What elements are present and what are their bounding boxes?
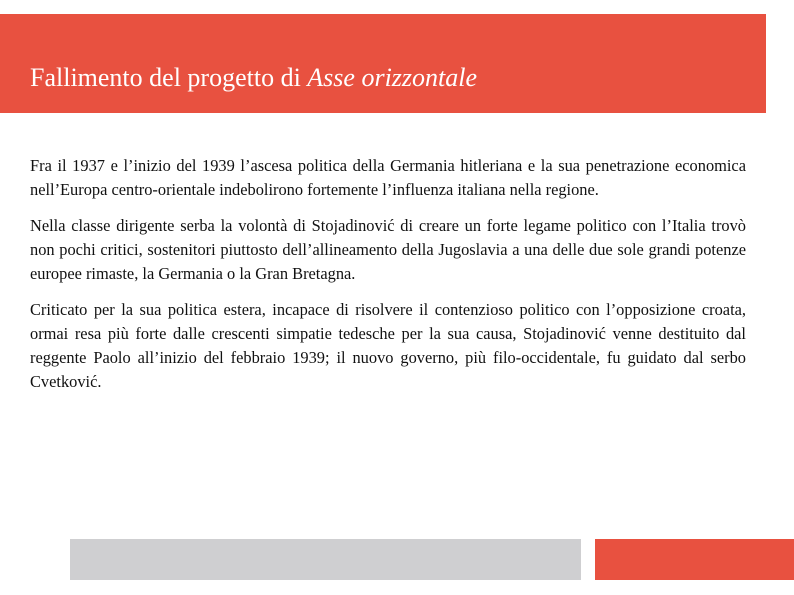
- slide-title: [30, 63, 477, 93]
- paragraph-3: Criticato per la sua politica estera, incapace di risolvere il contenzioso politico con l’opposizione croata, ormai resa più forte dalle crescenti simpatie tedesche per la sua causa, Stojadinović venne destituito dal reggente Paolo all’inizio del febbraio 1939; il nuovo governo, più filo-occidentale, fu guidato dal serbo Cvetković.: [30, 300, 746, 391]
- title-text: Fallimento del progetto di: [30, 63, 308, 92]
- footer-red-bar: [595, 539, 794, 580]
- slide-body: [30, 154, 746, 406]
- paragraph-1: Fra il 1937 e l’inizio del 1939 l’ascesa politica della Germania hitleriana e la sua penetrazione economica nell’Europa centro-orientale indebolirono fortemente l’influenza italiana nella regione.: [30, 156, 746, 199]
- title-italic-text: Asse orizzontale: [307, 63, 478, 92]
- paragraph-2: Nella classe dirigente serba la volontà di Stojadinović di creare un forte legame politico con l’Italia trovò non pochi critici, sostenitori piuttosto dell’allineamento della Jugoslavia a una delle due sole grandi potenze europee rimaste, la Germania o la Gran Bretagna.: [30, 216, 746, 283]
- footer-gray-bar: [70, 539, 581, 580]
